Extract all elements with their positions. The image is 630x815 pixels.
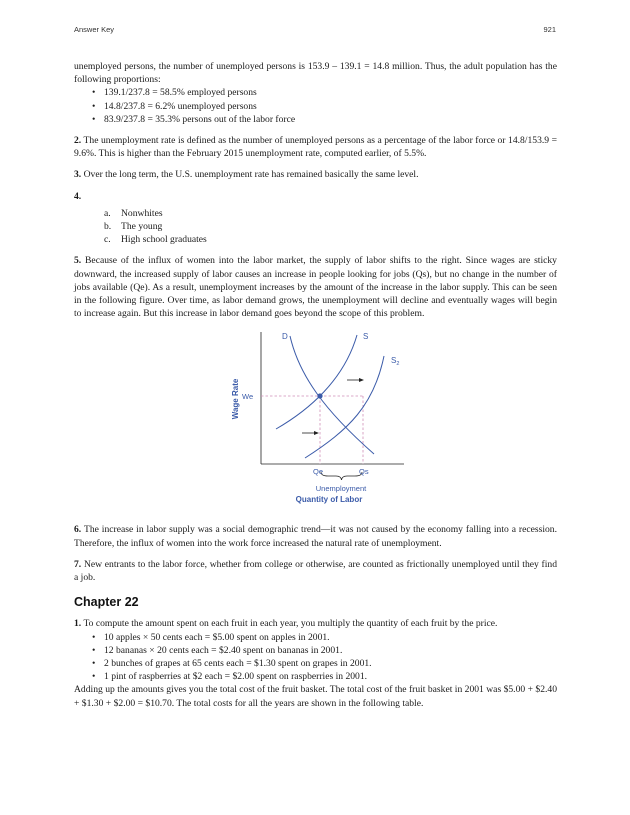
list-item: • 14.8/237.8 = 6.2% unemployed persons	[104, 100, 557, 113]
running-header-title: Answer Key	[74, 25, 115, 34]
list-item: • 83.9/237.8 = 35.3% persons out of the labor force	[104, 113, 557, 126]
list-item: • 2 bunches of grapes at 65 cents each = $1.30 spent on grapes in 2001.	[104, 657, 557, 670]
qe-label: Qe	[313, 467, 324, 477]
fruit-basket-total-paragraph: Adding up the amounts gives you the total cost of the fruit basket. The total cost of the fruit basket in 2001 was $5.00 + $2.40 + $1.30 + $2.00 = $10.70. The total costs for all the years are shown in the following table.	[74, 684, 557, 709]
answer-number: 7.	[74, 558, 82, 570]
answer-number: 4.	[74, 190, 82, 202]
demand-label: D	[282, 332, 288, 342]
y-axis-label: Wage Rate	[231, 379, 240, 420]
answer-7	[74, 558, 557, 584]
shift-arrow-lower-head	[314, 431, 319, 435]
answer-3	[74, 168, 557, 181]
list-item: • 139.1/237.8 = 58.5% employed persons	[104, 86, 557, 99]
answer-text: The unemployment rate is defined as the number of unemployed persons as a percentage of the labor force or 14.8/153.9 = 9.6%. This is higher than the February 2015 unemployment rate, computed earlier, of 5.5%.	[74, 135, 557, 160]
answer-4-list	[74, 207, 557, 247]
answer-text: The increase in labor supply was a social demographic trend—it was not caused by the economy falling into a recession. Therefore, the influx of women into the work force increased the natural rate of unemployment.	[74, 524, 557, 549]
labor-market-figure	[74, 330, 557, 515]
list-item: a. Nonwhites	[104, 207, 163, 219]
list-item: • 1 pint of raspberries at $2 each = $2.00 spent on raspberries in 2001.	[104, 670, 557, 683]
answer-number: 5.	[74, 255, 82, 267]
list-item: b. The young	[104, 221, 163, 233]
answer-number: 2.	[74, 135, 82, 147]
qs-label: Qs	[359, 467, 369, 477]
x-axis-label: Quantity of Labor	[295, 495, 363, 505]
wage-equilibrium-label: We	[242, 392, 254, 402]
list-item: c. High school graduates	[104, 234, 207, 246]
answer-text: Over the long term, the U.S. unemployment rate has remained basically the same level.	[83, 169, 419, 181]
fruit-cost-bullet-list	[74, 631, 557, 684]
intro-bullet-list	[74, 86, 557, 126]
equilibrium-point	[317, 394, 322, 399]
answer-5	[74, 254, 557, 320]
supply-2-label: $S_2$	[391, 356, 400, 368]
intro-paragraph: unemployed persons, the number of unemployed persons is 153.9 – 139.1 = 14.8 million. Thus, the adult population has the following proportions:	[74, 61, 557, 86]
page-body	[74, 60, 557, 710]
supply-label: S	[363, 332, 369, 342]
answer-number: 1.	[74, 618, 82, 630]
answer-2	[74, 134, 557, 160]
answer-text: Because of the influx of women into the labor market, the supply of labor shifts to the right. Since wages are sticky downward, the increased supply of labor causes an increase in people looking for jobs (Qs), but no change in the number of jobs available (Qe). As a result, unemployment increases by the amount of the increase in the labor supply. This can be seen in the following figure. Over time, as labor demand grows, the unemployment will decline and eventually wages will begin to increase again. But this increase in labor demand goes beyond the scope of this problem.	[74, 255, 557, 320]
chapter-22-answer-1	[74, 617, 557, 630]
answer-number: 6.	[74, 524, 82, 536]
chapter-heading: Chapter 22	[74, 595, 139, 610]
answer-number: 3.	[74, 169, 82, 181]
page-number: 921	[543, 25, 556, 34]
answer-6	[74, 523, 557, 549]
list-item: • 12 bananas × 20 cents each = $2.40 spent on bananas in 2001.	[104, 644, 557, 657]
unemployment-label: Unemployment	[315, 484, 367, 494]
answer-text: New entrants to the labor force, whether from college or otherwise, are counted as frictionally unemployed until they find a job.	[74, 558, 557, 584]
unemployment-brace	[321, 472, 362, 480]
answer-4	[74, 190, 557, 203]
list-item: • 10 apples × 50 cents each = $5.00 spent on apples in 2001.	[104, 631, 557, 644]
shift-arrow-upper-head	[359, 378, 364, 382]
demand-curve	[290, 336, 374, 454]
supply-2-curve	[305, 356, 384, 458]
labor-supply-demand-diagram	[224, 330, 424, 515]
answer-text: To compute the amount spent on each fruit in each year, you multiply the quantity of each fruit by the price.	[83, 618, 498, 630]
supply-curve	[276, 335, 357, 429]
